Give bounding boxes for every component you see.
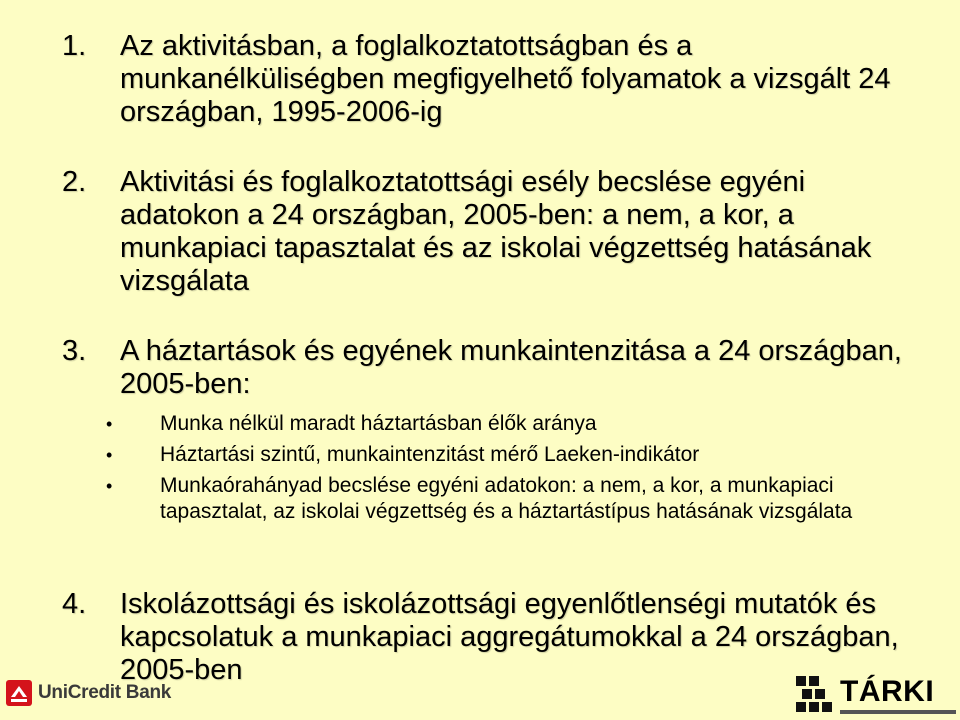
list-item-3 bbox=[62, 335, 922, 530]
sub-bullet bbox=[62, 473, 922, 525]
sub-bullet bbox=[62, 411, 922, 437]
sub-bullet-text: Munka nélkül maradt háztartásban élők aránya bbox=[160, 412, 597, 435]
item-text: Az aktivitásban, a foglalkoztatottságban és a munkanélküliségben megfigyelhető folyamatok a vizsgált 24 országban, 1995-2006-ig bbox=[120, 30, 891, 128]
tarki-underline bbox=[840, 710, 956, 714]
tarki-tiles-icon bbox=[796, 676, 832, 712]
item-text: A háztartások és egyének munkaintenzitása a 24 országban, 2005-ben: bbox=[120, 335, 902, 400]
tarki-name: TÁRKI bbox=[840, 675, 935, 708]
list-item-2 bbox=[62, 166, 922, 298]
list-item-1 bbox=[62, 30, 922, 129]
item-text: Iskolázottsági és iskolázottsági egyenlőtlenségi mutatók és kapcsolatuk a munkapiaci aggregátumokkal a 24 országban, 2005-ben bbox=[120, 588, 899, 686]
item-number: 4. bbox=[62, 588, 87, 620]
unicredit-name: UniCredit Bank bbox=[38, 682, 172, 703]
bullet-icon: • bbox=[106, 476, 113, 496]
item-number: 3. bbox=[62, 335, 87, 367]
unicredit-logo bbox=[6, 680, 171, 706]
tarki-brand bbox=[840, 676, 956, 714]
list-item-4 bbox=[62, 588, 922, 687]
item-number: 2. bbox=[62, 166, 87, 198]
unicredit-mark-icon bbox=[6, 680, 32, 706]
sub-bullet bbox=[62, 442, 922, 468]
bullet-icon: • bbox=[106, 414, 113, 434]
item-number: 1. bbox=[62, 30, 87, 62]
sub-bullet-list bbox=[62, 411, 922, 525]
bullet-icon: • bbox=[106, 445, 113, 465]
sub-bullet-text: Háztartási szintű, munkaintenzitást mérő Laeken-indikátor bbox=[160, 443, 700, 466]
item-text: Aktivitási és foglalkoztatottsági esély becslése egyéni adatokon a 24 országban, 2005-ben: a nem, a kor, a munkapiaci tapasztalat és az iskolai végzettség hatásának vizsgálata bbox=[120, 166, 872, 297]
tarki-logo bbox=[796, 676, 956, 714]
sub-bullet-text: Munkaórahányad becslése egyéni adatokon: a nem, a kor, a munkapiaci tapasztalat, az iskolai végzettség és a háztartástípus hatásának vizsgálata bbox=[160, 474, 853, 523]
